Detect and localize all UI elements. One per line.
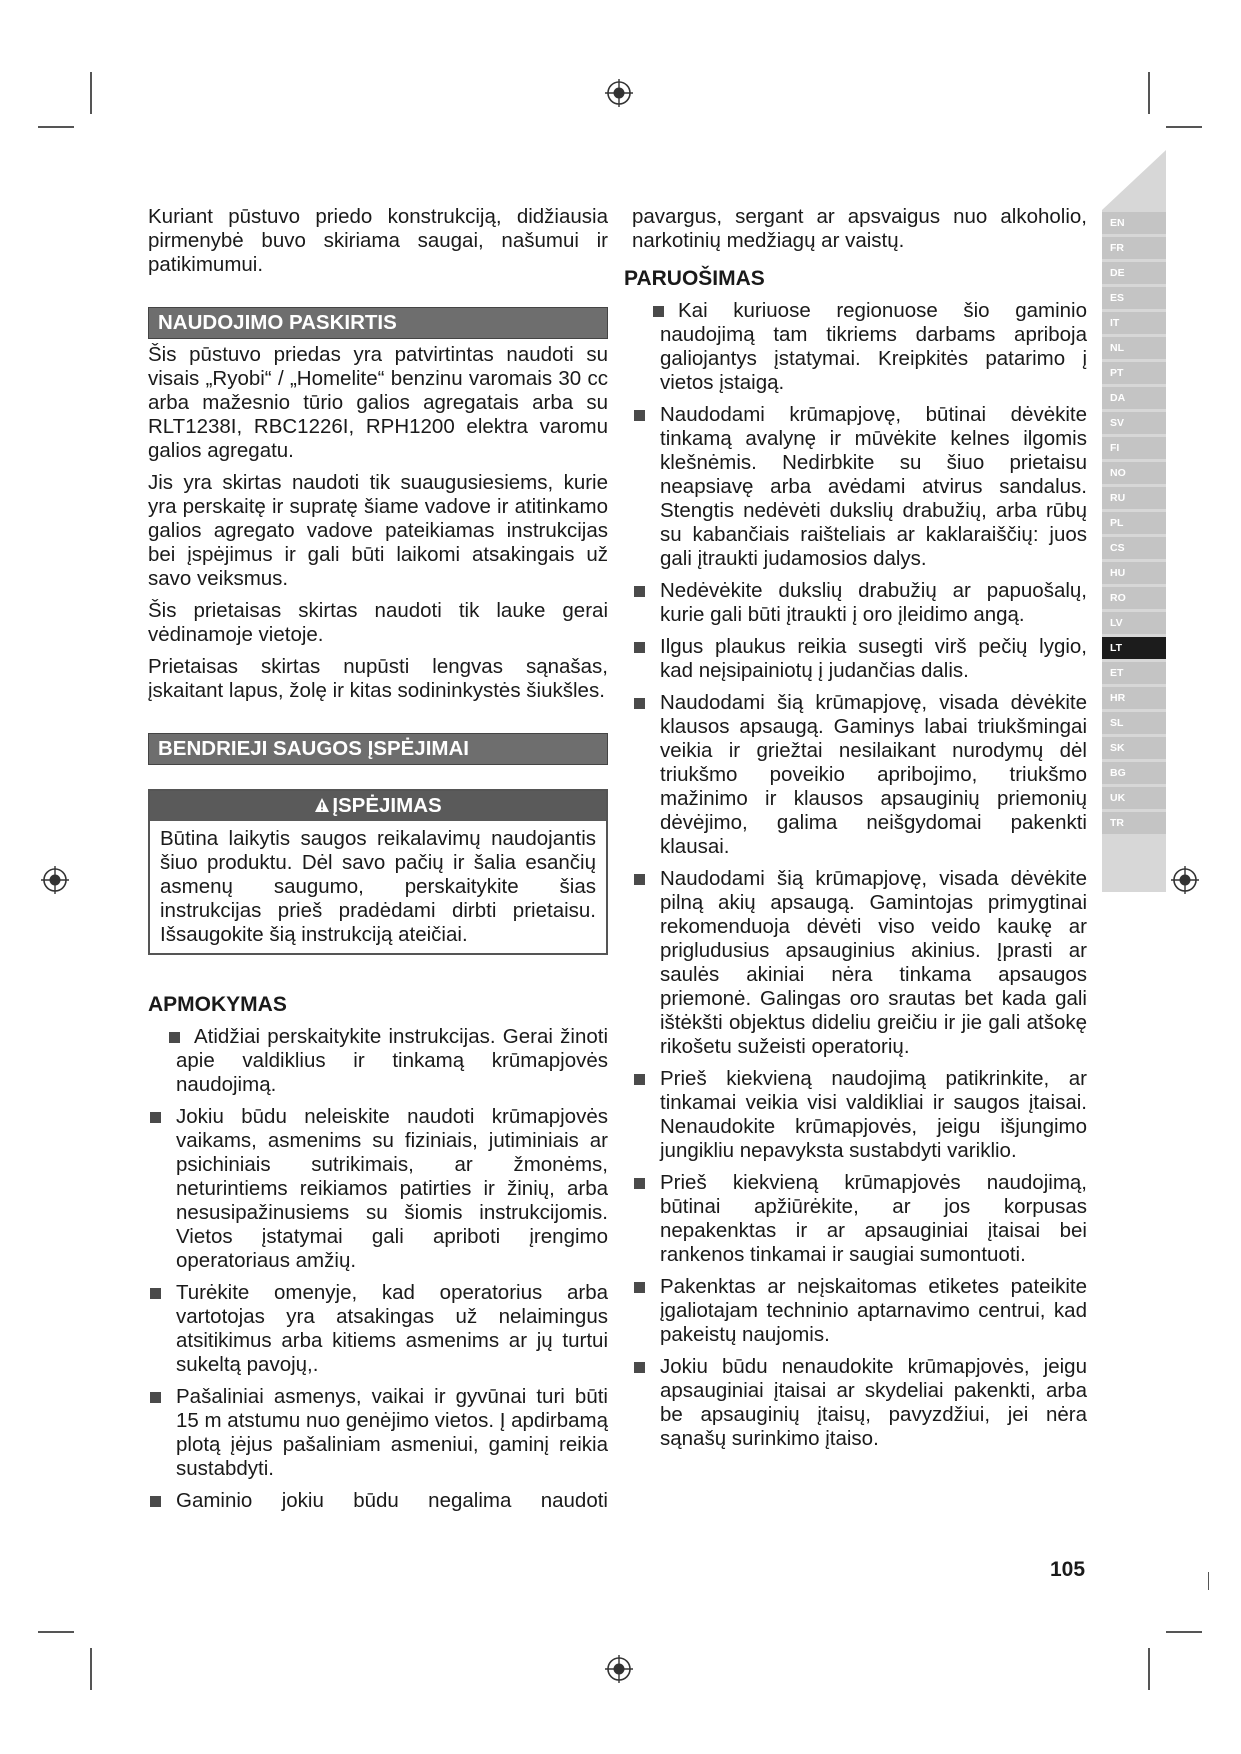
crop-mark (1166, 126, 1202, 128)
crop-mark (1166, 1631, 1202, 1633)
language-tab-pl[interactable]: PL (1102, 512, 1166, 534)
language-tab-sv[interactable]: SV (1102, 412, 1166, 434)
list-item: Turėkite omenyje, kad operatorius arba vartotojas yra atsakingas už nelaimingus atsitikimus arba kitiems asmenims ar jų turtui sukeltą pavojų,. (148, 1281, 608, 1377)
bullet-icon (150, 1392, 161, 1403)
bullet-icon (634, 642, 645, 653)
warning-text: Būtina laikytis saugos reikalavimų naudojantis šiuo produktu. Dėl savo pačių ir šalia esančių asmenų saugumo, perskaitykite šias instrukcijas prieš pradėdami dirbti prietaisu. Išsaugokite šią instrukciją ateičiai. (160, 827, 596, 946)
page-number: 105 (1050, 1558, 1086, 1581)
registration-mark-icon (1170, 865, 1200, 895)
language-tab-ru[interactable]: RU (1102, 487, 1166, 509)
registration-mark-icon (604, 1654, 634, 1684)
crop-mark (1148, 1648, 1150, 1690)
language-tab-lt[interactable]: LT (1102, 637, 1166, 659)
language-tab-bg[interactable]: BG (1102, 762, 1166, 784)
intended-use-paragraph: Jis yra skirtas naudoti tik suaugusiesiems, kurie yra perskaitę ir supratę šiame vadove ir atitinkamo galios agregato vadove pateikiamas instrukcijas bei įspėjimus ir gali būti laikomi atsakingais už savo veiksmus. (148, 471, 608, 590)
crop-mark (90, 72, 92, 114)
language-tab-es[interactable]: ES (1102, 287, 1166, 309)
bullet-icon (169, 1032, 180, 1043)
list-item: Nedėvėkite dukslių drabužių ar papuošalų, kurie gali būti įtraukti į oro įleidimo angą. (632, 579, 1087, 627)
registration-mark-icon (40, 865, 70, 895)
language-tab-et[interactable]: ET (1102, 662, 1166, 684)
list-item: Jokiu būdu nenaudokite krūmapjovės, jeigu apsauginiai įtaisai ar skydeliai pakenkti, arba be apsauginių įtaisų, pavyzdžiui, jei nėra sąnašų surinkimo įtaiso. (632, 1355, 1087, 1451)
continuation-paragraph: pavargus, sergant ar apsvaigus nuo alkoholio, narkotinių medžiagų ar vaistų. (632, 205, 1087, 252)
warning-box (148, 789, 608, 955)
bullet-icon (653, 306, 664, 317)
language-tab-no[interactable]: NO (1102, 462, 1166, 484)
intended-use-paragraph: Šis pūstuvo priedas yra patvirtintas naudoti su visais „Ryobi“ / „Homelite“ benzinu varomais 30 cc arba mažesnio tūrio galios agregatais arba su RLT1238I, RBC1226I, RPH1200 elektra varomu galios agregatu. (148, 343, 608, 462)
language-tab-da[interactable]: DA (1102, 387, 1166, 409)
crop-mark (1148, 72, 1150, 114)
language-tab-fi[interactable]: FI (1102, 437, 1166, 459)
crop-mark (1208, 1572, 1209, 1590)
language-tab-uk[interactable]: UK (1102, 787, 1166, 809)
language-tab-hu[interactable]: HU (1102, 562, 1166, 584)
list-item: Naudodami šią krūmapjovę, visada dėvėkite pilną akių apsaugą. Gamintojas primygtinai rekomenduoja dėvėti viso veido kaukę ar prigludusius apsauginius akinius. Įprasti ar saulės akiniai nėra tinkama apsaugos priemonė. Galingas oro srautas bet kada gali ištėkšti objektus dideliu greičiu ir jie gali atšokę rikošetu sužeisti operatorių. (632, 867, 1087, 1059)
bullet-icon (150, 1112, 161, 1123)
crop-mark (38, 126, 74, 128)
section-title-safety-warnings: BENDRIEJI SAUGOS ĮSPĖJIMAI (148, 733, 608, 765)
list-item: Jokiu būdu neleiskite naudoti krūmapjovės vaikams, asmenims su fiziniais, jutiminiais ar psichiniais sutrikimais, ar žmonėms, neturintiems reikiamos patirties ir žinių, arba nesusipažinusiems su šiomis instrukcijomis. Vietos įstatymai gali apriboti įrengimo operatoriaus amžių. (148, 1105, 608, 1273)
training-heading: APMOKYMAS (148, 993, 287, 1016)
bullet-icon (634, 1074, 645, 1085)
language-tab-sk[interactable]: SK (1102, 737, 1166, 759)
preparation-heading: PARUOŠIMAS (624, 267, 765, 290)
language-tab-cs[interactable]: CS (1102, 537, 1166, 559)
list-item: Naudodami krūmapjovę, būtinai dėvėkite tinkamą avalynę ir mūvėkite kelnes ilgomis klešnėmis. Nedirbkite su šiuo prietaisu neapsiavę arba avėdami atvirus sandalus. Stengtis nedėvėti dukslių drabužių, arba rūbų su kabančiais raišteliais ar kaklaraiščių: juos gali įtraukti judamosios dalys. (632, 403, 1087, 571)
bullet-icon (634, 410, 645, 421)
bullet-icon (634, 1362, 645, 1373)
bullet-icon (150, 1288, 161, 1299)
language-tab-hr[interactable]: HR (1102, 687, 1166, 709)
list-item: Prieš kiekvieną naudojimą patikrinkite, ar tinkamai veikia visi valdikliai ir saugos įtaisai. Nenaudokite krūmapjovės, jeigu išjungimo jungikliu nepavyksta sustabdyti variklio. (632, 1067, 1087, 1163)
preparation-list (632, 299, 1087, 1451)
language-tabs (1102, 150, 1166, 892)
section-title-intended-use: NAUDOJIMO PASKIRTIS (148, 307, 608, 339)
language-tab-nl[interactable]: NL (1102, 337, 1166, 359)
bullet-icon (634, 586, 645, 597)
intended-use-paragraph: Prietaisas skirtas nupūsti lengvas sąnašas, įskaitant lapus, žolę ir kitas sodininkystės šiukšles. (148, 655, 608, 702)
language-tab-pt[interactable]: PT (1102, 362, 1166, 384)
bullet-icon (634, 1178, 645, 1189)
list-item: Ilgus plaukus reikia susegti virš pečių lygio, kad neįsipainiotų į judančias dalis. (632, 635, 1087, 683)
crop-mark (38, 1631, 74, 1633)
bullet-icon (634, 698, 645, 709)
list-item: Kai kuriuose regionuose šio gaminio naudojimą tam tikriems darbams apriboja galiojantys įstatymai. Kreipkitės patarimo į vietos įstaigą. (632, 299, 1087, 395)
bullet-icon (634, 1282, 645, 1293)
right-column (624, 205, 1087, 1459)
list-item: Pakenktas ar neįskaitomas etiketes pateikite įgaliotajam techninio aptarnavimo centrui, kad pakeistų naujomis. (632, 1275, 1087, 1347)
crop-mark (90, 1648, 92, 1690)
list-item: Naudodami šią krūmapjovę, visada dėvėkite klausos apsaugą. Gaminys labai triukšmingai veikia ir griežtai nesilaikant nurodymų dėl triukšmo poveikio apribojimo, triukšmo mažinimo ir klausos apsauginių priemonių dėvėjimo, galima neišgydomai pakenkti klausai. (632, 691, 1087, 859)
registration-mark-icon (604, 78, 634, 108)
language-tab-tr[interactable]: TR (1102, 812, 1166, 834)
bullet-icon (634, 874, 645, 885)
language-tab-sl[interactable]: SL (1102, 712, 1166, 734)
list-item: Pašaliniai asmenys, vaikai ir gyvūnai turi būti 15 m atstumu nuo genėjimo vietos. Į apdirbamą plotą įėjus pašaliniam asmeniui, gaminį reikia sustabdyti. (148, 1385, 608, 1481)
list-item: Prieš kiekvieną krūmapjovės naudojimą, būtinai apžiūrėkite, ar jos korpusas nepakenktas ir ar apsauginiai įtaisai bei rankenos tinkamai ir saugiai sumontuoti. (632, 1171, 1087, 1267)
list-item: Gaminio jokiu būdu negalima naudoti (148, 1489, 608, 1513)
bullet-icon (150, 1496, 161, 1507)
warning-title: ĮSPĖJIMAS (332, 794, 442, 817)
language-tab-lv[interactable]: LV (1102, 612, 1166, 634)
language-tab-list (1102, 212, 1166, 837)
language-tab-ro[interactable]: RO (1102, 587, 1166, 609)
training-list (148, 1025, 608, 1513)
language-tab-it[interactable]: IT (1102, 312, 1166, 334)
language-tab-en[interactable]: EN (1102, 212, 1166, 234)
warning-header (150, 791, 606, 821)
intended-use-paragraph: Šis prietaisas skirtas naudoti tik lauke gerai vėdinamoje vietoje. (148, 599, 608, 646)
left-column (148, 205, 608, 1521)
language-tab-fr[interactable]: FR (1102, 237, 1166, 259)
language-tab-de[interactable]: DE (1102, 262, 1166, 284)
warning-triangle-icon (314, 797, 330, 813)
list-item: Atidžiai perskaitykite instrukcijas. Gerai žinoti apie valdiklius ir tinkamą krūmapjovės naudojimą. (148, 1025, 608, 1097)
intro-paragraph: Kuriant pūstuvo priedo konstrukciją, didžiausia pirmenybė buvo skiriama saugai, našumui ir patikimumui. (148, 205, 608, 276)
